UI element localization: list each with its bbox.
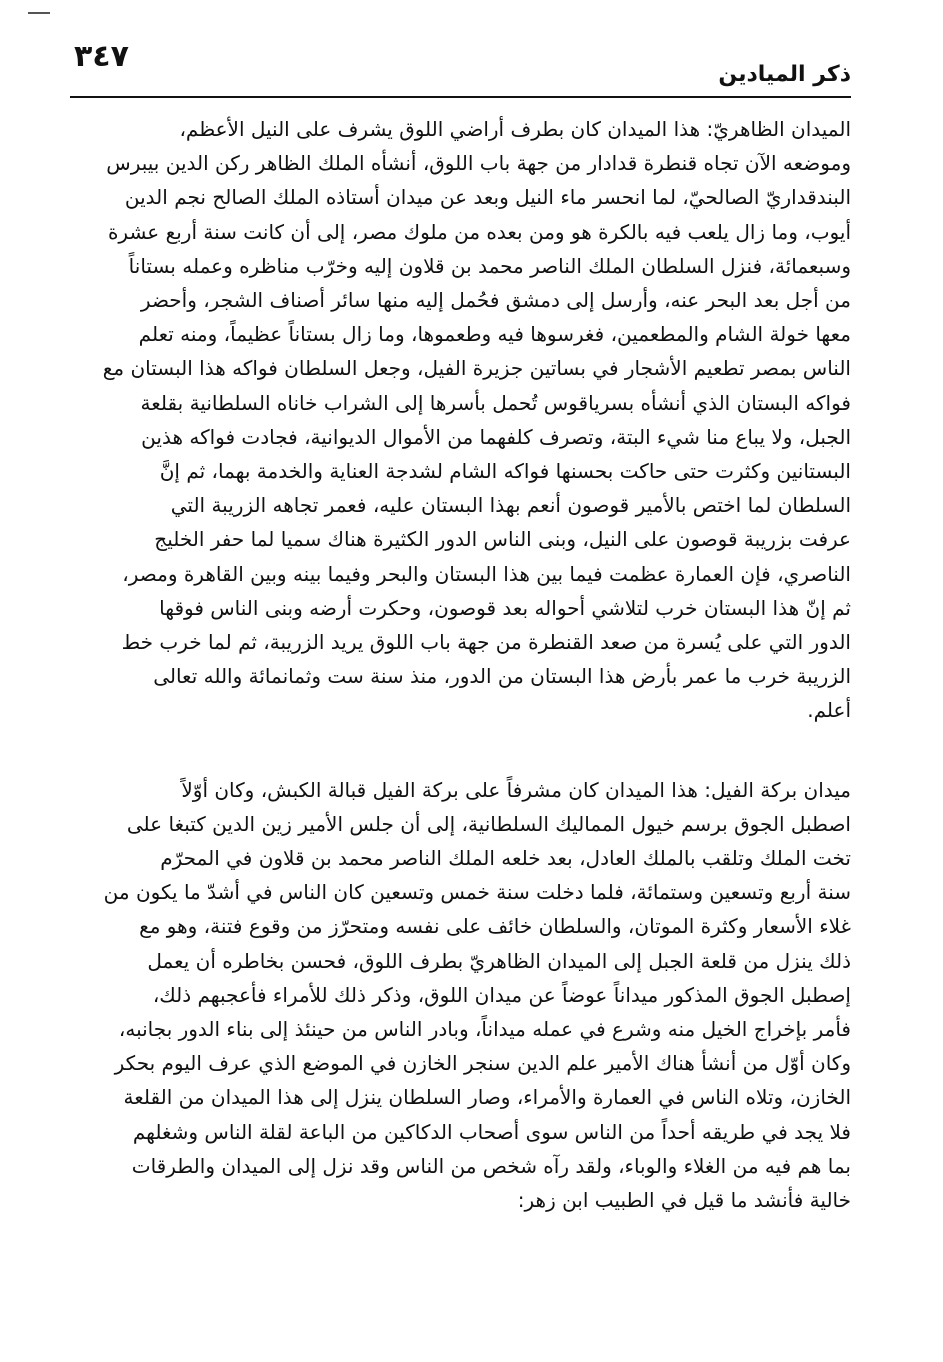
text-line: أعلم. [807, 698, 851, 723]
text-line: الميدان الظاهريّ: هذا الميدان كان بطرف أراضي اللوق يشرف على النيل الأعظم، [179, 117, 851, 141]
text-line: فأمر بإخراج الخيل منه وشرع في عمله ميداناً، وبادر الناس من حينئذ إلى بناء الدور بجانبه، [118, 1017, 851, 1042]
text-line: سنة أربع وتسعين وستمائة، فلما دخلت سنة خمس وتسعين كان الناس في أشدّ ما يكون من [103, 880, 851, 905]
text-line: خالية فأنشد ما قيل في الطبيب ابن زهر: [517, 1188, 851, 1213]
text-line: وموضعه الآن تجاه قنطرة قدادار من جهة باب اللوق، أنشأه الملك الظاهر ركن الدين بيبرس [106, 151, 851, 176]
text-line: السلطان لما اختص بالأمير قوصون أنعم بهذا البستان عليه، فعمر تجاهه الزريبة التي [170, 493, 851, 518]
scan-artifact-mark [28, 12, 50, 14]
text-line: أيوب، وما زال يلعب فيه بالكرة هو ومن بعده من ملوك مصر، إلى أن كانت سنة أربع عشرة [107, 219, 851, 244]
text-line: معها خولة الشام والمطعمين، فغرسوها فيه وطعموها، وما زال بستاناً عظيماً، ومنه تعلم [138, 322, 851, 347]
text-line: فواكه البستان الذي أنشأه بسرياقوس تُحمل بأسرها إلى الشراب خاناه السلطانية بقلعة [140, 390, 851, 415]
text-line: الناصري، فإن العمارة عظمت فيما بين هذا البستان والبحر وفيما بينه وبين القاهرة ومصر، [122, 561, 851, 586]
running-head: ذكر الميادين [718, 62, 851, 87]
text-line: غلاء الأسعار وكثرة الموتان، والسلطان خائف على نفسه ومتحرّز من وقوع فتنة، وهو مع [139, 914, 851, 939]
text-line: من أجل بعد البحر عنه، وأرسل إلى دمشق فحُمل إليه منها سائر أصناف الشجر، وأحضر [140, 288, 851, 313]
text-line: تخت الملك وتلقب بالملك العادل، بعد خلعه الملك الناصر محمد بن قلاون في المحرّم [160, 846, 851, 871]
text-line: الدور التي على يُسرة من صعد القنطرة من جهة باب اللوق يريد الزريبة، ثم لما خرب خط [121, 630, 851, 655]
paragraph [64, 112, 851, 728]
text-line: إصطبل الجوق المذكور ميداناً عوضاً عن ميدان اللوق، وذكر ذلك للأمراء فأعجبهم ذلك، [152, 982, 851, 1007]
page-number: ٣٤٧ [74, 39, 129, 74]
text-line: البندقداريّ الصالحيّ، لما انحسر ماء النيل وبعد عن ميدان أستاذه الملك الصالح نجم الدين [124, 185, 851, 210]
text-line: ثم إنّ هذا البستان خرب لتلاشي أحواله بعد قوصون، وحكرت أرضه وبنى الناس فوقها [159, 595, 851, 620]
text-line: وكان أوّل من أنشأ هناك الأمير علم الدين سنجر الخازن في الموضع الذي عرف اليوم بحكر [114, 1051, 851, 1076]
text-line: فلا يجد في طريقه أحداً من الناس سوى أصحاب الدكاكين من الباعة لقلة الناس وشغلهم [132, 1119, 851, 1144]
text-line: بما هم فيه من الغلاء والوباء، ولقد رآه شخص من الناس وقد نزل إلى الميدان والطرقات [131, 1153, 851, 1178]
paragraph [64, 773, 851, 1218]
text-line: الخازن، وتلاه الناس في العمارة والأمراء، وصار السلطان ينزل إلى هذا الميدان من القلعة [123, 1085, 851, 1110]
text-line: الناس بمصر تطعيم الأشجار في بساتين جزيرة الفيل، وجعل السلطان فواكه هذا البستان مع [102, 356, 851, 381]
text-line: ذلك ينزل من قلعة الجبل إلى الميدان الظاهريّ بطرف اللوق، فحسن بخاطره أن يعمل [147, 948, 851, 973]
text-line: اصطبل الجوق برسم خيول المماليك السلطانية، إلى أن جلس الأمير زين الدين كتبغا على [126, 811, 851, 836]
text-line: البستانين وكثرت حتى حاكت بحسنها فواكه الشام لشدجة العناية والخدمة بهما، ثم إنَّ [159, 459, 851, 484]
text-line: ميدان بركة الفيل: هذا الميدان كان مشرفاً على بركة الفيل قبالة الكبش، وكان أوّلاً [181, 777, 851, 802]
page-header [70, 38, 851, 98]
text-line: الجبل، ولا يباع منا شيء البتة، وتصرف كلفهما من الأموال الديوانية، فجادت فواكه هذين [141, 424, 851, 449]
text-line: الزريبة خرب ما عمر بأرض هذا البستان من الدور، منذ سنة ست وثمانمائة والله تعالى [153, 664, 851, 689]
text-line: وسبعمائة، فنزل السلطان الملك الناصر محمد بن قلاون إليه وخرّب مناظره وعمله بستاناً [128, 253, 851, 278]
text-line: عرفت بزريبة قوصون على النيل، وبنى الناس الدور الكثيرة هناك سميا لما حفر الخليج [154, 527, 851, 552]
body-text [64, 112, 851, 1217]
